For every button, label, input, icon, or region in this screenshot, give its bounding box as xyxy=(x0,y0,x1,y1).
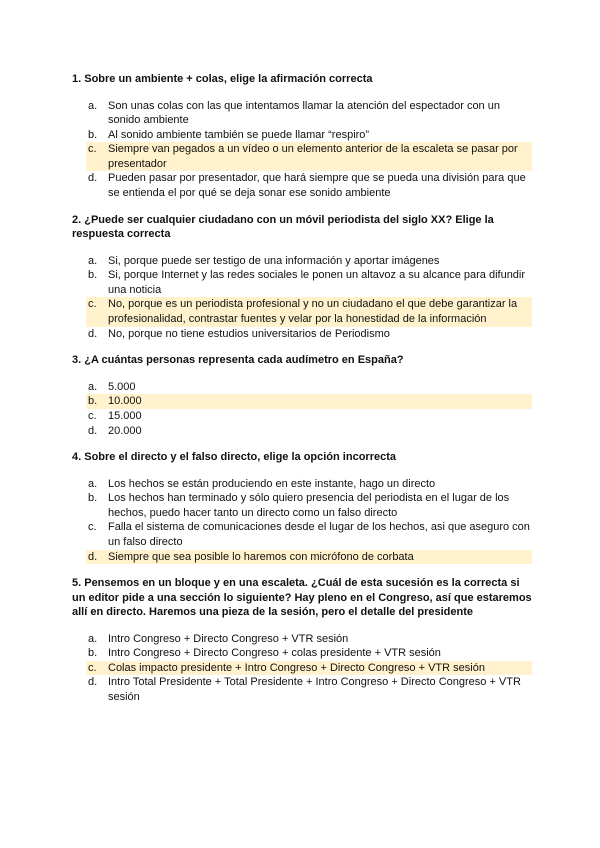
answer-c-highlighted xyxy=(72,142,532,171)
answer-list xyxy=(72,99,532,201)
answer-letter: d. xyxy=(88,424,98,437)
answer-letter: a. xyxy=(88,380,98,393)
answer-b xyxy=(72,646,532,661)
answer-d xyxy=(72,171,532,200)
answer-a xyxy=(72,632,532,647)
answer-d xyxy=(72,327,532,342)
answer-b xyxy=(72,268,532,297)
question-2 xyxy=(72,213,532,342)
answer-c-highlighted xyxy=(72,661,532,676)
answer-d xyxy=(72,424,532,439)
answer-letter: c. xyxy=(88,661,97,674)
question-title: 5. Pensemos en un bloque y en una escaleta. ¿Cuál de esta sucesión es la correcta si un editor pide a una sección lo siguiente? Hay pleno en el Congreso, así que estaremos allí en directo. Haremos una pieza de la sesión, pero el detalle del presidente xyxy=(72,577,532,619)
answer-letter: b. xyxy=(88,128,98,141)
answer-text: Pueden pasar por presentador, que hará siempre que se pueda una división para que se entienda el por qué se deja sonar ese sonido ambiente xyxy=(108,172,526,200)
answer-letter: a. xyxy=(88,99,98,112)
answer-text: Al sonido ambiente también se puede llamar “respiro” xyxy=(108,128,370,141)
answer-a xyxy=(72,380,532,395)
answer-text: Siempre que sea posible lo haremos con micrófono de corbata xyxy=(108,550,532,565)
answer-letter: b. xyxy=(88,647,98,660)
question-1 xyxy=(72,72,532,201)
question-title: 3. ¿A cuántas personas representa cada audímetro en España? xyxy=(72,354,404,367)
answer-letter: a. xyxy=(88,254,98,267)
answer-letter: d. xyxy=(88,550,98,563)
answer-letter: c. xyxy=(88,298,97,311)
answer-text: Intro Total Presidente + Total Presidente + Intro Congreso + Directo Congreso + VTR sesión xyxy=(108,676,521,704)
question-title: 4. Sobre el directo y el falso directo, elige la opción incorrecta xyxy=(72,451,396,464)
answer-letter: b. xyxy=(88,395,98,408)
answer-b-highlighted xyxy=(72,394,532,409)
answer-list xyxy=(72,632,532,705)
answer-text: Si, porque puede ser testigo de una información y aportar imágenes xyxy=(108,254,440,267)
question-3 xyxy=(72,353,532,438)
answer-text: Falla el sistema de comunicaciones desde el lugar de los hechos, asi que aseguro con un falso directo xyxy=(108,521,530,548)
answer-letter: c. xyxy=(88,143,97,156)
answer-d xyxy=(72,675,532,704)
question-5 xyxy=(72,576,532,704)
question-title: 1. Sobre un ambiente + colas, elige la afirmación correcta xyxy=(72,73,373,85)
answer-text: 5.000 xyxy=(108,380,136,393)
answer-letter: d. xyxy=(88,676,98,689)
answer-text: No, porque no tiene estudios universitarios de Periodismo xyxy=(108,327,390,340)
answer-letter: b. xyxy=(88,269,98,282)
answer-a xyxy=(72,477,532,492)
answer-list xyxy=(72,254,532,342)
answer-letter: c. xyxy=(88,521,97,534)
answer-d-highlighted xyxy=(72,550,532,565)
question-title: 2. ¿Puede ser cualquier ciudadano con un móvil periodista del siglo XX? Elige la respuesta correcta xyxy=(72,213,494,241)
answer-letter: d. xyxy=(88,327,98,340)
answer-text: Siempre van pegados a un vídeo o un elemento anterior de la escaleta se pasar por presentador xyxy=(108,142,532,171)
answer-text: Intro Congreso + Directo Congreso + VTR sesión xyxy=(108,632,349,645)
answer-b xyxy=(72,491,532,520)
answer-letter: c. xyxy=(88,409,97,422)
answer-text: Colas impacto presidente + Intro Congreso + Directo Congreso + VTR sesión xyxy=(108,661,532,676)
question-4 xyxy=(72,450,532,564)
answer-list xyxy=(72,380,532,438)
answer-a xyxy=(72,254,532,269)
answer-text: 10.000 xyxy=(108,394,532,409)
answer-a xyxy=(72,99,532,128)
answer-c-highlighted xyxy=(72,297,532,326)
answer-text: Los hechos han terminado y sólo quiero presencia del periodista en el lugar de los hechos, puedo hacer tanto un directo como un falso directo xyxy=(108,492,510,519)
answer-letter: a. xyxy=(88,632,98,645)
answer-list xyxy=(72,477,532,565)
quiz-document xyxy=(72,72,532,717)
answer-c xyxy=(72,409,532,424)
answer-text: Si, porque Internet y las redes sociales le ponen un altavoz a su alcance para difundir una noticia xyxy=(108,269,526,296)
answer-letter: d. xyxy=(88,172,98,185)
answer-text: No, porque es un periodista profesional y no un ciudadano el que debe garantizar la profesionalidad, contrastar fuentes y velar por la honestidad de la información xyxy=(108,297,532,326)
answer-text: 15.000 xyxy=(108,409,142,422)
answer-c xyxy=(72,520,532,549)
answer-letter: b. xyxy=(88,492,98,505)
answer-text: Los hechos se están produciendo en este instante, hago un directo xyxy=(108,477,436,490)
answer-letter: a. xyxy=(88,477,98,490)
answer-b xyxy=(72,128,532,143)
answer-text: Son unas colas con las que intentamos llamar la atención del espectador con un sonido ambiente xyxy=(108,99,500,127)
answer-text: 20.000 xyxy=(108,424,142,437)
answer-text: Intro Congreso + Directo Congreso + colas presidente + VTR sesión xyxy=(108,647,441,660)
